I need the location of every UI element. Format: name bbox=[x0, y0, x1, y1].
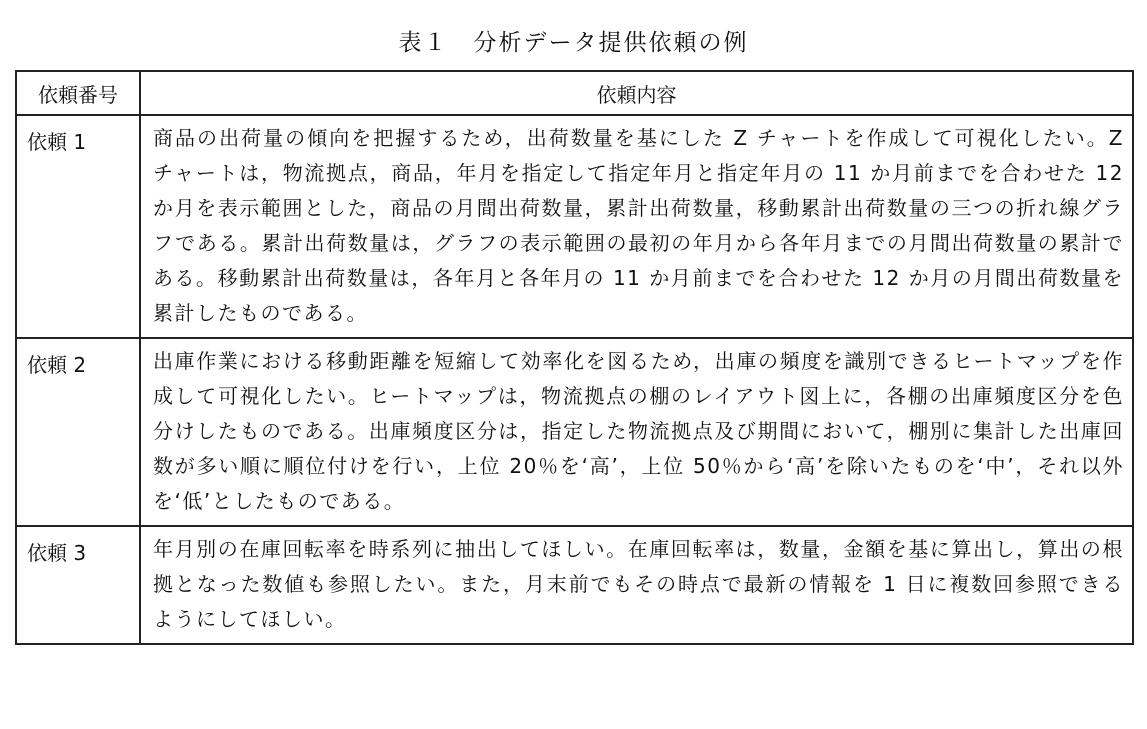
request-content-cell: 年月別の在庫回転率を時系列に抽出してほしい。在庫回転率は，数量，金額を基に算出し，算出の根拠となった数値も参照したい。また，月末前でもその時点で最新の情報を 1 日に複数回参照できるようにしてほしい。 bbox=[140, 526, 1133, 644]
table-row bbox=[16, 338, 1133, 526]
table-caption: 表１ 分析データ提供依頼の例 bbox=[398, 30, 749, 56]
request-table bbox=[15, 70, 1134, 645]
request-number-cell: 依頼 1 bbox=[16, 115, 140, 338]
table-row bbox=[16, 115, 1133, 338]
request-content-cell: 商品の出荷量の傾向を把握するため，出荷数量を基にした Z チャートを作成して可視化したい。Z チャートは，物流拠点，商品，年月を指定して指定年月と指定年月の 11 か月前までを合わせた 12 か月を表示範囲とした，商品の月間出荷数量，累計出荷数量，移動累計出荷数量の三つの折れ線グラフである。累計出荷数量は，グラフの表示範囲の最初の年月から各年月までの月間出荷数量の累計である。移動累計出荷数量は，各年月と各年月の 11 か月前までを合わせた 12 か月の月間出荷数量を累計したものである。 bbox=[140, 115, 1133, 338]
request-number-cell: 依頼 2 bbox=[16, 338, 140, 526]
header-request-content: 依頼内容 bbox=[140, 71, 1133, 115]
request-content-cell: 出庫作業における移動距離を短縮して効率化を図るため，出庫の頻度を識別できるヒートマップを作成して可視化したい。ヒートマップは，物流拠点の棚のレイアウト図上に，各棚の出庫頻度区分を色分けしたものである。出庫頻度区分は，指定した物流拠点及び期間において，棚別に集計した出庫回数が多い順に順位付けを行い，上位 20％を‘高’，上位 50％から‘高’を除いたものを‘中’，それ以外を‘低’としたものである。 bbox=[140, 338, 1133, 526]
request-number-cell: 依頼 3 bbox=[16, 526, 140, 644]
header-request-number: 依頼番号 bbox=[16, 71, 140, 115]
table-header-row bbox=[16, 71, 1133, 115]
table-row bbox=[16, 526, 1133, 644]
